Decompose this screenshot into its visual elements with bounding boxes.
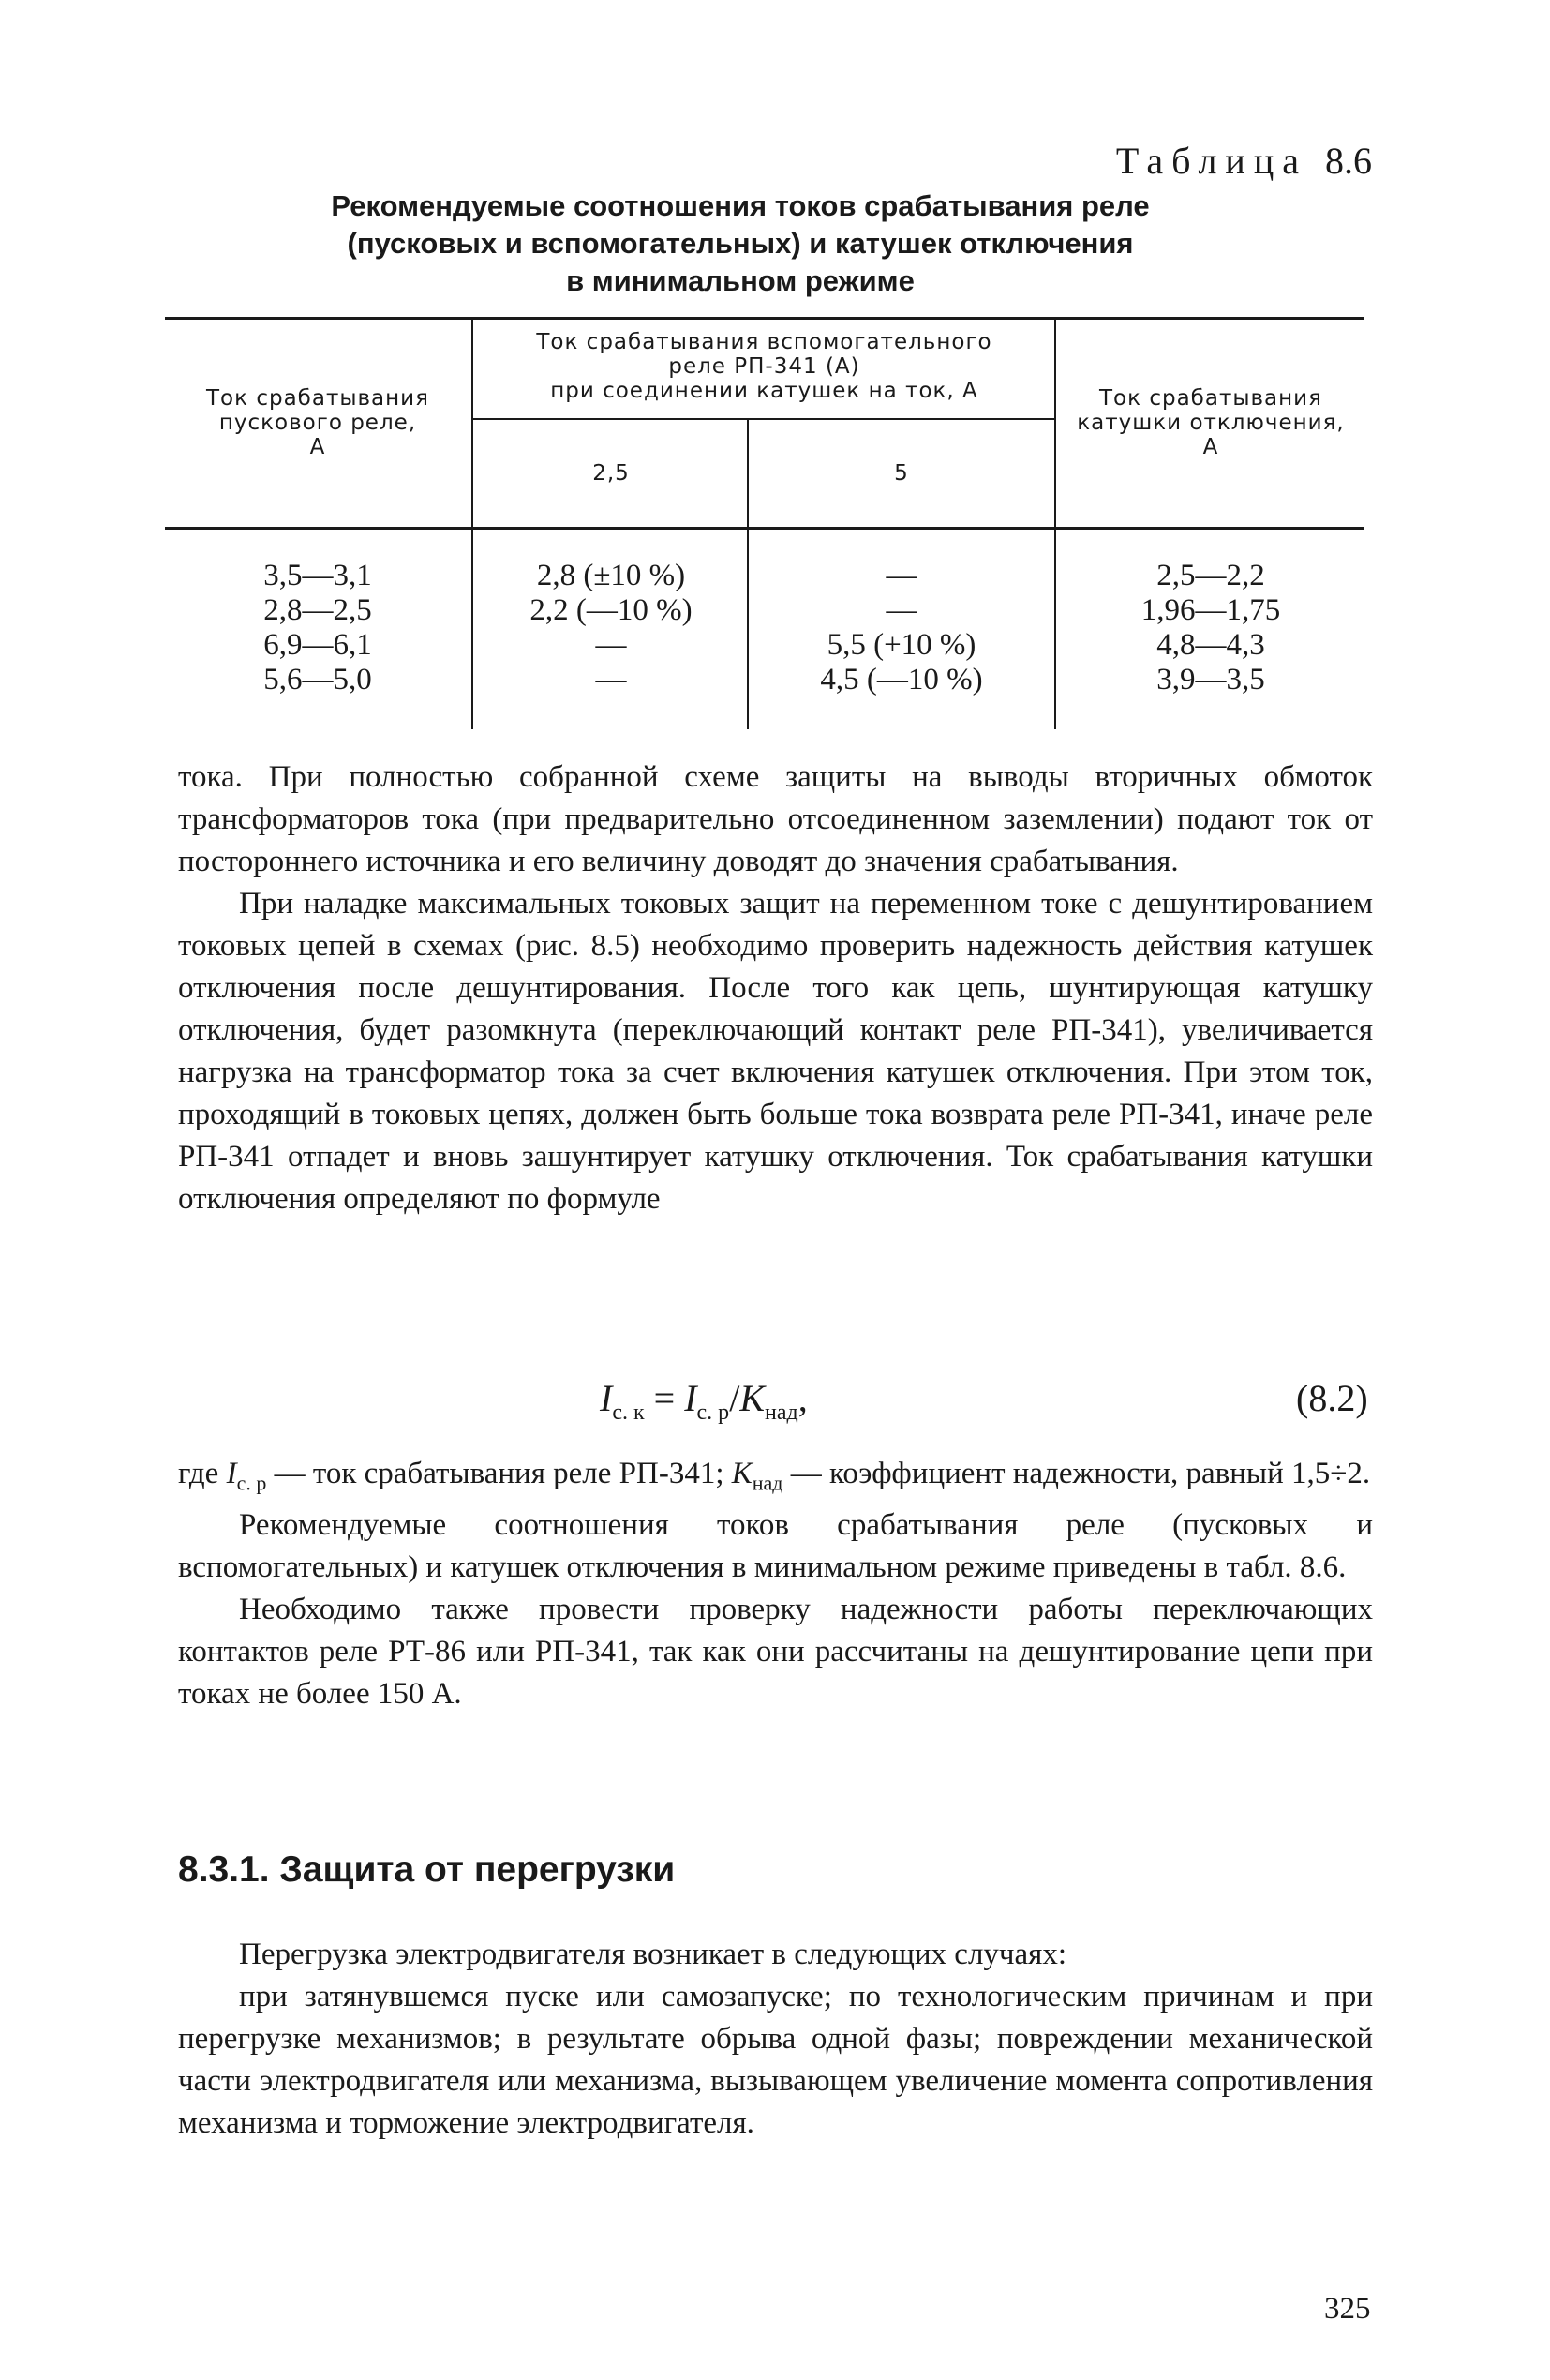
header-sub-5: 5 [894, 461, 909, 486]
table-cell: 3,5—3,1 [263, 559, 372, 592]
table-top-rule [165, 317, 1364, 320]
column-starting-relay-values [167, 559, 469, 697]
body-text-lower [178, 1453, 1373, 1715]
table-cell: 6,9—6,1 [263, 628, 372, 662]
table-cell: 2,8—2,5 [263, 593, 372, 627]
table-title-line: (пусковых и вспомогательных) и катушек отключения [347, 227, 1134, 260]
section-body [178, 1934, 1373, 2145]
table-header-bottom-rule [165, 527, 1364, 530]
page-number: 325 [1324, 2292, 1371, 2326]
table-cell: 4,8—4,3 [1156, 628, 1265, 662]
table-cell: 2,2 (—10 %) [529, 593, 693, 627]
body-text-upper [178, 756, 1373, 1220]
table-cell: 2,5—2,2 [1156, 559, 1265, 592]
table-cell: 2,8 (±10 %) [536, 559, 686, 592]
header-auxiliary-relay-group: Ток срабатывания вспомогательного реле РП-341 (А) при соединении катушек на ток, А [536, 330, 992, 403]
table-cell: — [595, 628, 627, 662]
table-title [281, 187, 1200, 300]
header-sub-2-5: 2,5 [592, 461, 630, 486]
table-cell: 5,6—5,0 [263, 663, 372, 696]
paragraph: тока. При полностью собранной схеме защиты на выводы вторичных обмоток трансформаторов тока (при предварительно отсоединенном заземлении) подают ток от постороннего источника и его величину доводят до значения срабатывания. [178, 760, 1373, 878]
paragraph: При наладке максимальных токовых защит на переменном токе с дешунтированием токовых цепей в схемах (рис. 8.5) необходимо проверить надежность действия катушек отключения после дешунтирования. После того как цепь, шунтирующая катушку отключения, будет разомкнута (переключающий контакт реле РП-341), увеличивается нагрузка на трансформатор тока за счет включения катушек отключения. При этом ток, проходящий в токовых цепях, должен быть больше тока возврата реле РП-341, иначе реле РП-341 отпадет и вновь зашунтирует катушку отключения. Ток срабатывания катушки отключения определяют по формуле [178, 887, 1373, 1216]
header-starting-relay: Ток срабатывания пускового реле, А [206, 386, 429, 459]
header-trip-coil: Ток срабатывания катушки отключения, А [1077, 386, 1345, 459]
table-cell: 3,9—3,5 [1156, 663, 1265, 696]
table-cell: 5,5 (+10 %) [827, 628, 976, 662]
table-title-line: в минимальном режиме [566, 264, 915, 297]
paragraph: Перегрузка электродвигателя возникает в следующих случаях: [239, 1938, 1067, 1971]
table-title-line: Рекомендуемые соотношения токов срабатывания реле [331, 189, 1150, 222]
table-group-rule [473, 418, 1056, 420]
paragraph: Необходимо также провести проверку надежности работы переключающих контактов реле РТ-86 или РП-341, так как они рассчитаны на дешунтирование цепи при токах не более 150 А. [178, 1592, 1373, 1711]
table-cell: — [886, 593, 917, 627]
table-cell: 4,5 (—10 %) [820, 663, 983, 696]
table-label: Таблица 8.6 [1115, 140, 1372, 182]
table-cell: — [595, 663, 627, 696]
column-auxiliary-2-5-values [475, 559, 747, 697]
section-heading: 8.3.1. Защита от перегрузки [178, 1849, 676, 1890]
formula-explanation: где $I_{с. р}$ — ток срабатывания реле РП-341; $K_{над}$ — коэффициент надежности, равный 1,5÷2. [178, 1457, 1371, 1495]
column-auxiliary-5-values [749, 559, 1054, 697]
table-cell: 1,96—1,75 [1140, 593, 1281, 627]
table-cell: — [886, 559, 917, 592]
table-column-divider [471, 319, 473, 729]
paragraph: Рекомендуемые соотношения токов срабатывания реле (пусковых и вспомогательных) и катушек отключения в минимальном режиме приведены в табл. 8.6. [178, 1507, 1373, 1584]
column-trip-coil-values [1056, 559, 1365, 697]
formula-8-2: $I_{с. к} = I_{с. р}/K_{над}$, (8.2) [600, 1377, 1368, 1425]
paragraph: при затянувшемся пуске или самозапуске; по технологическим причинам и при перегрузке механизмов; в результате обрыва одной фазы; повреждении механической части электродвигателя или механизма, вызывающем увеличение момента сопротивления механизма и торможение электродвигателя. [178, 1980, 1373, 2140]
formula-number: (8.2) [1296, 1377, 1368, 1419]
